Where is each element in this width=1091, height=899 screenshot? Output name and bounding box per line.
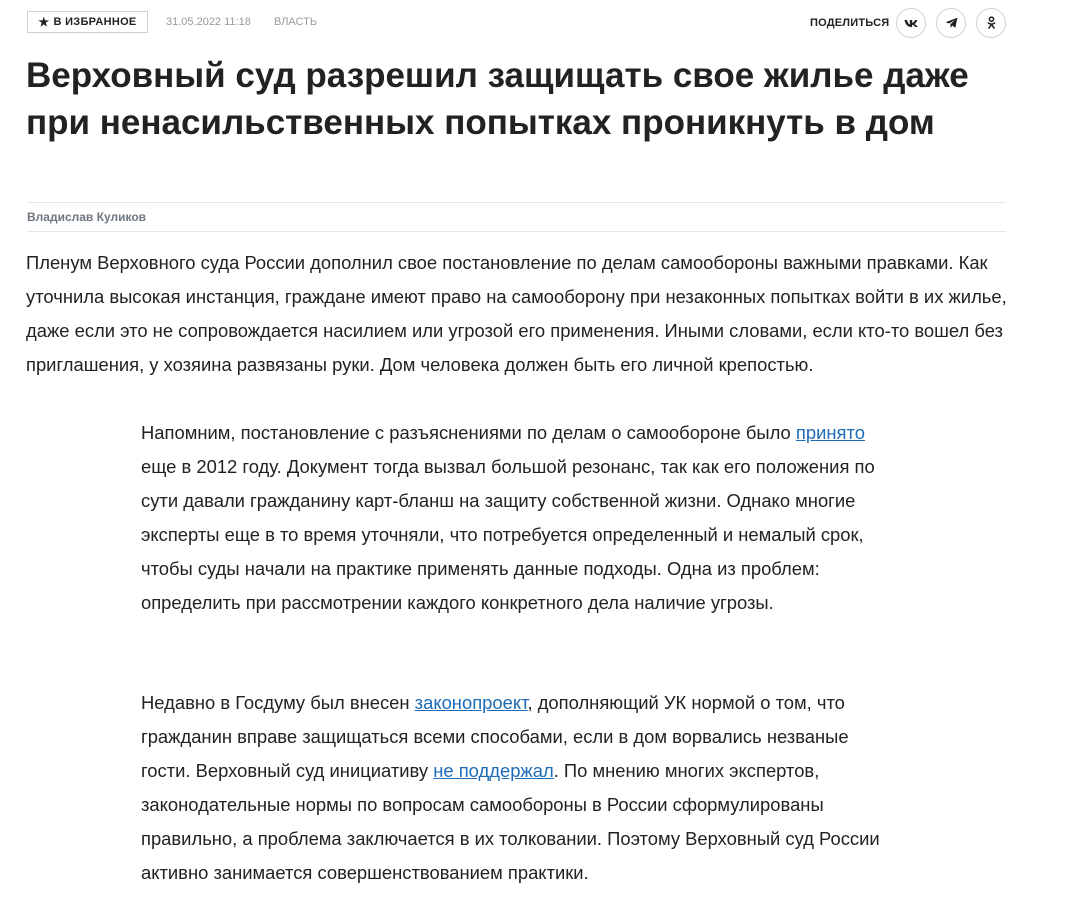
paragraph-text: , дополняющий УК нормой о том, что гражданин вправе защищаться всеми способами, если в дом ворвались незваные гости. Верховный суд инициативу [141, 692, 849, 781]
star-icon: ★ [38, 15, 50, 29]
author-name[interactable]: Владислав Куликов [27, 210, 147, 224]
rubric-link[interactable]: ВЛАСТЬ [274, 16, 318, 28]
paragraph-text: Недавно в Госдуму был внесен [141, 692, 415, 713]
paragraph-text: еще в 2012 году. Документ тогда вызвал большой резонанс, так как его положения по сути давали гражданину карт-бланш на защиту собственной жизни. Однако многие эксперты еще в то время уточняли, что потребуется определенный и немалый срок, чтобы суды начали на практике применять данные подходы. Одна из проблем: определить при рассмотрении каждого конкретного дела наличие угрозы. [141, 456, 875, 613]
article-toolbar [27, 11, 1007, 37]
publish-date: 31.05.2022 11:18 [166, 16, 251, 28]
share-label: ПОДЕЛИТЬСЯ [810, 17, 890, 29]
favorites-label: В ИЗБРАННОЕ [53, 16, 137, 28]
add-to-favorites-button[interactable] [27, 11, 148, 33]
paragraph-text: . По мнению многих экспертов, законодательные нормы по вопросам самообороны в России сформулированы правильно, а проблема заключается в их толковании. Поэтому Верховный суд России активно занимается совершенствованием практики. [141, 760, 880, 883]
inline-link-zakonoproekt[interactable]: законопроект [414, 692, 528, 713]
inline-link-prinyato[interactable]: принято [795, 422, 865, 443]
article-paragraph [141, 686, 901, 890]
article-title: Верховный суд разрешил защищать свое жилье даже при ненасильственных попытках проникнуть в дом [26, 56, 969, 142]
vk-icon [904, 19, 918, 28]
inline-link-ne-podderzhal[interactable]: не поддержал [433, 760, 554, 781]
paragraph-text: Напомним, постановление с разъяснениями по делам о самообороне было [141, 422, 796, 443]
article-paragraph [141, 416, 901, 620]
share-telegram-button[interactable] [936, 8, 966, 38]
article-lead-paragraph: Пленум Верховного суда России дополнил свое постановление по делам самообороны важными правками. Как уточнила высокая инстанция, граждане имеют право на самооборону при незаконных попытках войти в их жилье, даже если это не сопровождается насилием или угрозой его применения. Иными словами, если кто-то вошел без приглашения, у хозяина развязаны руки. Дом человека должен быть его личной крепостью. [26, 252, 1007, 375]
telegram-icon [945, 17, 958, 29]
odnoklassniki-icon [987, 16, 996, 30]
divider [27, 202, 1006, 203]
divider [27, 231, 1006, 232]
share-vk-button[interactable] [896, 8, 926, 38]
share-odnoklassniki-button[interactable] [976, 8, 1006, 38]
